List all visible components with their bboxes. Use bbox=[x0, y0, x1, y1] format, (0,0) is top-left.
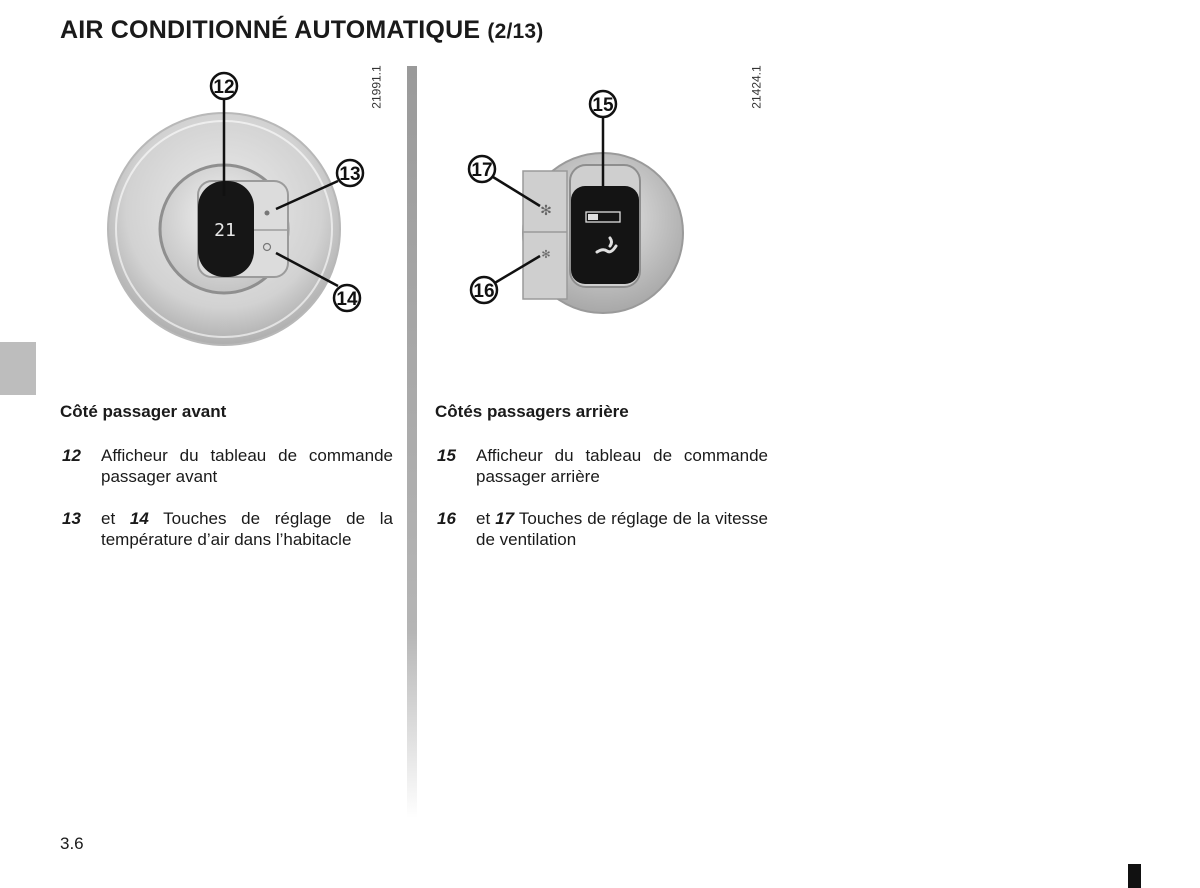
front-control-illustration bbox=[100, 66, 400, 366]
page-title-text: AIR CONDITIONNÉ AUTOMATIQUE bbox=[60, 16, 481, 44]
legend-text bbox=[101, 508, 393, 550]
temp-up-dot bbox=[265, 211, 270, 216]
figure-ref-right: 21424.1 bbox=[749, 65, 764, 109]
callout-16: 16 bbox=[473, 281, 495, 302]
legend-number: 12 bbox=[62, 446, 81, 465]
figure-ref-left: 21991.1 bbox=[369, 65, 384, 109]
legend-item-12 bbox=[62, 445, 392, 489]
rear-section-heading: Côtés passagers arrière bbox=[435, 402, 629, 421]
legend-text: Afficheur du tableau de commande passager avant bbox=[101, 446, 393, 486]
front-passenger-control-figure bbox=[100, 66, 400, 366]
rear-control-illustration bbox=[460, 66, 780, 366]
legend-description: Touches de réglage de la température d’air dans l’habitacle bbox=[101, 509, 393, 549]
legend-item-15 bbox=[437, 445, 767, 489]
callout-17: 17 bbox=[471, 160, 493, 181]
corner-mark bbox=[1128, 864, 1141, 888]
legend-connector: et bbox=[101, 509, 116, 528]
legend-item-13-14 bbox=[62, 508, 392, 552]
legend-text: Afficheur du tableau de commande passager arrière bbox=[476, 446, 768, 486]
column-divider bbox=[407, 66, 417, 818]
rear-passenger-control-figure bbox=[460, 66, 780, 366]
legend-number-2: 14 bbox=[129, 509, 149, 528]
page-indicator: (2/13) bbox=[487, 20, 544, 43]
legend-number: 15 bbox=[437, 446, 456, 465]
legend-number-2: 17 bbox=[495, 509, 515, 528]
legend-item-16-17 bbox=[437, 508, 767, 552]
front-section-heading: Côté passager avant bbox=[60, 402, 227, 421]
legend-text bbox=[476, 508, 768, 550]
legend-connector: et bbox=[476, 509, 491, 528]
page-title bbox=[60, 16, 543, 45]
front-display-value: 21 bbox=[214, 220, 236, 241]
callout-12: 12 bbox=[213, 77, 235, 98]
legend-description: Touches de réglage de la vitesse de ventilation bbox=[476, 509, 768, 549]
chapter-tab bbox=[0, 342, 36, 395]
fan-up-icon: ✻ bbox=[540, 202, 552, 218]
callout-13: 13 bbox=[339, 164, 361, 185]
fan-down-icon: ✻ bbox=[541, 249, 551, 261]
page-number: 3.6 bbox=[60, 834, 84, 853]
callout-14: 14 bbox=[336, 289, 358, 310]
callout-15: 15 bbox=[592, 95, 614, 116]
legend-number: 13 bbox=[62, 509, 81, 528]
legend-number: 16 bbox=[437, 509, 456, 528]
